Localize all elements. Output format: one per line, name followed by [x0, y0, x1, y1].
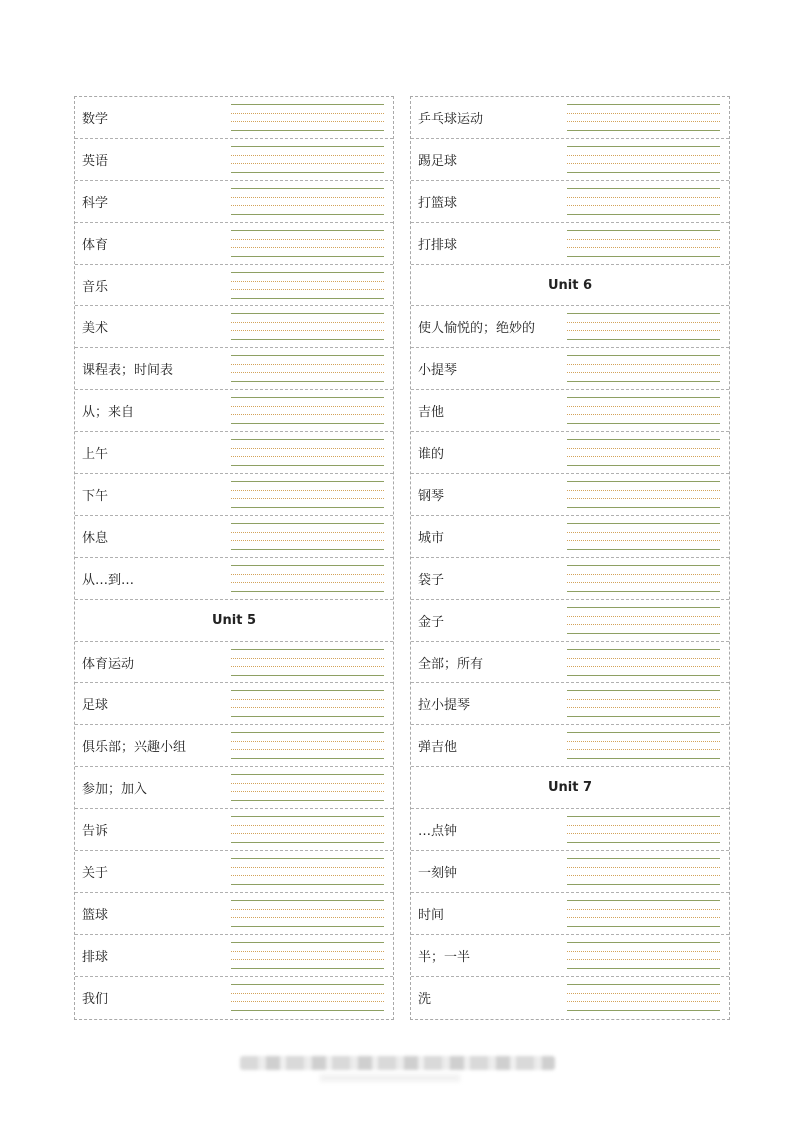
guide-dotted-line: [231, 414, 384, 415]
guide-dotted-line: [231, 582, 384, 583]
guide-line: [567, 633, 720, 634]
guide-dotted-line: [231, 490, 384, 491]
vocab-meaning: 谁的: [418, 447, 445, 463]
guide-dotted-line: [567, 867, 720, 868]
guide-dotted-line: [567, 909, 720, 910]
guide-dotted-line: [567, 749, 720, 750]
vocab-row: [75, 851, 393, 893]
guide-line: [231, 256, 384, 257]
guide-line: [567, 381, 720, 382]
guide-line: [567, 146, 720, 147]
guide-dotted-line: [567, 1001, 720, 1002]
guide-line: [567, 355, 720, 356]
guide-dotted-line: [567, 456, 720, 457]
guide-dotted-line: [567, 540, 720, 541]
guide-line: [231, 716, 384, 717]
guide-line: [231, 230, 384, 231]
guide-dotted-line: [567, 121, 720, 122]
guide-dotted-line: [231, 540, 384, 541]
guide-line: [231, 591, 384, 592]
guide-dotted-line: [231, 574, 384, 575]
writing-lines[interactable]: [567, 104, 720, 130]
writing-lines[interactable]: [567, 984, 720, 1010]
writing-lines[interactable]: [567, 649, 720, 675]
guide-dotted-line: [567, 155, 720, 156]
guide-dotted-line: [231, 498, 384, 499]
vocab-row: [75, 432, 393, 474]
guide-line: [567, 214, 720, 215]
vocab-row: [411, 642, 729, 684]
vocab-meaning: 音乐: [82, 279, 109, 295]
guide-dotted-line: [231, 658, 384, 659]
guide-line: [231, 507, 384, 508]
vocab-meaning: 告诉: [82, 824, 109, 840]
guide-line: [231, 800, 384, 801]
guide-dotted-line: [567, 666, 720, 667]
vocab-row: [75, 97, 393, 139]
guide-line: [567, 339, 720, 340]
writing-lines[interactable]: [567, 397, 720, 423]
vocab-row: [75, 642, 393, 684]
vocab-row: [75, 474, 393, 516]
vocab-row: [75, 390, 393, 432]
vocab-meaning: 我们: [82, 992, 109, 1008]
guide-line: [567, 607, 720, 608]
vocab-meaning: 使人愉悦的；绝妙的: [418, 321, 536, 337]
guide-dotted-line: [231, 121, 384, 122]
vocab-row: [411, 809, 729, 851]
guide-dotted-line: [567, 113, 720, 114]
vocab-row: [411, 516, 729, 558]
writing-lines[interactable]: [231, 774, 384, 800]
guide-line: [567, 675, 720, 676]
guide-line: [231, 816, 384, 817]
vocab-meaning: 参加；加入: [82, 782, 148, 798]
guide-line: [231, 842, 384, 843]
writing-lines[interactable]: [231, 816, 384, 842]
guide-line: [567, 816, 720, 817]
guide-line: [231, 214, 384, 215]
guide-line: [231, 1010, 384, 1011]
guide-dotted-line: [567, 658, 720, 659]
guide-line: [567, 968, 720, 969]
writing-lines[interactable]: [567, 565, 720, 591]
guide-line: [567, 230, 720, 231]
writing-lines[interactable]: [231, 858, 384, 884]
guide-dotted-line: [567, 322, 720, 323]
vocab-row: [75, 725, 393, 767]
guide-dotted-line: [231, 532, 384, 533]
vocab-meaning: 科学: [82, 195, 109, 211]
guide-line: [231, 146, 384, 147]
guide-dotted-line: [567, 825, 720, 826]
vocab-row: [75, 223, 393, 265]
vocab-meaning: 下午: [82, 488, 109, 504]
guide-line: [567, 256, 720, 257]
vocab-row: [75, 558, 393, 600]
guide-dotted-line: [567, 707, 720, 708]
guide-dotted-line: [231, 909, 384, 910]
guide-line: [567, 523, 720, 524]
writing-lines[interactable]: [567, 146, 720, 172]
guide-dotted-line: [567, 163, 720, 164]
guide-dotted-line: [567, 624, 720, 625]
vocab-meaning: 数学: [82, 111, 109, 127]
guide-line: [231, 523, 384, 524]
guide-dotted-line: [231, 456, 384, 457]
guide-line: [567, 397, 720, 398]
guide-dotted-line: [231, 741, 384, 742]
guide-dotted-line: [567, 414, 720, 415]
writing-lines[interactable]: [567, 816, 720, 842]
guide-line: [567, 842, 720, 843]
guide-dotted-line: [567, 197, 720, 198]
writing-lines[interactable]: [231, 523, 384, 549]
vocab-row: [411, 893, 729, 935]
writing-lines[interactable]: [231, 481, 384, 507]
guide-dotted-line: [231, 197, 384, 198]
writing-lines[interactable]: [567, 313, 720, 339]
vocab-meaning: 小提琴: [418, 363, 458, 379]
writing-lines[interactable]: [231, 565, 384, 591]
writing-lines[interactable]: [231, 230, 384, 256]
guide-line: [567, 439, 720, 440]
guide-line: [231, 884, 384, 885]
guide-line: [567, 1010, 720, 1011]
vocab-row: [411, 725, 729, 767]
guide-dotted-line: [231, 406, 384, 407]
guide-line: [567, 858, 720, 859]
guide-dotted-line: [231, 322, 384, 323]
right-vocab-column: [410, 96, 730, 1020]
guide-line: [231, 926, 384, 927]
guide-line: [231, 298, 384, 299]
writing-lines[interactable]: [231, 900, 384, 926]
guide-dotted-line: [231, 163, 384, 164]
vocab-meaning: 从；来自: [82, 405, 135, 421]
guide-line: [231, 968, 384, 969]
guide-line: [567, 591, 720, 592]
vocab-row: [411, 97, 729, 139]
left-vocab-column: [74, 96, 394, 1020]
vocab-row: [411, 306, 729, 348]
writing-lines[interactable]: [231, 397, 384, 423]
writing-lines[interactable]: [567, 188, 720, 214]
guide-dotted-line: [567, 741, 720, 742]
guide-line: [231, 423, 384, 424]
vocab-meaning: 拉小提琴: [418, 698, 471, 714]
guide-dotted-line: [231, 749, 384, 750]
guide-line: [567, 104, 720, 105]
guide-dotted-line: [231, 825, 384, 826]
writing-lines[interactable]: [567, 607, 720, 633]
vocab-meaning: 金子: [418, 614, 445, 630]
guide-dotted-line: [231, 917, 384, 918]
vocab-meaning: 俱乐部；兴趣小组: [82, 740, 187, 756]
guide-line: [231, 465, 384, 466]
guide-dotted-line: [567, 582, 720, 583]
vocab-meaning: 吉他: [418, 405, 445, 421]
vocab-meaning: 洗: [418, 992, 432, 1008]
unit-heading: Unit 7: [547, 780, 593, 796]
guide-line: [567, 188, 720, 189]
guide-dotted-line: [231, 867, 384, 868]
guide-dotted-line: [231, 281, 384, 282]
vocab-meaning: 体育: [82, 237, 109, 253]
guide-dotted-line: [231, 113, 384, 114]
vocab-meaning: 关于: [82, 865, 109, 881]
guide-line: [567, 313, 720, 314]
vocab-meaning: 时间: [418, 907, 445, 923]
guide-dotted-line: [231, 791, 384, 792]
guide-line: [567, 884, 720, 885]
vocab-meaning: 课程表；时间表: [82, 363, 174, 379]
guide-line: [231, 649, 384, 650]
unit-heading: Unit 5: [211, 612, 257, 628]
guide-line: [567, 130, 720, 131]
guide-dotted-line: [567, 574, 720, 575]
vocab-meaning: 乒乓球运动: [418, 111, 484, 127]
writing-lines[interactable]: [567, 858, 720, 884]
vocab-meaning: 体育运动: [82, 656, 135, 672]
vocab-row: [411, 977, 729, 1019]
vocab-row: [411, 432, 729, 474]
writing-lines[interactable]: [231, 188, 384, 214]
guide-line: [231, 355, 384, 356]
vocab-row: [411, 139, 729, 181]
writing-lines[interactable]: [567, 481, 720, 507]
writing-lines[interactable]: [231, 732, 384, 758]
guide-dotted-line: [567, 330, 720, 331]
writing-lines[interactable]: [567, 355, 720, 381]
guide-line: [231, 690, 384, 691]
vocab-row: [75, 139, 393, 181]
writing-lines[interactable]: [567, 523, 720, 549]
guide-dotted-line: [231, 1001, 384, 1002]
guide-line: [567, 732, 720, 733]
guide-dotted-line: [567, 448, 720, 449]
guide-line: [231, 272, 384, 273]
guide-dotted-line: [567, 875, 720, 876]
guide-line: [231, 858, 384, 859]
guide-line: [231, 900, 384, 901]
guide-dotted-line: [567, 372, 720, 373]
guide-line: [567, 549, 720, 550]
writing-lines[interactable]: [567, 690, 720, 716]
writing-lines[interactable]: [231, 104, 384, 130]
vocab-meaning: 美术: [82, 321, 109, 337]
vocab-row: [75, 683, 393, 725]
vocab-meaning: 一刻钟: [418, 865, 458, 881]
guide-dotted-line: [231, 364, 384, 365]
writing-lines[interactable]: [567, 732, 720, 758]
blurred-footer-watermark-2: [320, 1074, 460, 1082]
guide-dotted-line: [567, 490, 720, 491]
guide-dotted-line: [231, 707, 384, 708]
vocab-meaning: 半；一半: [418, 949, 471, 965]
guide-dotted-line: [231, 699, 384, 700]
vocab-row: [411, 683, 729, 725]
vocab-meaning: 踢足球: [418, 153, 458, 169]
guide-dotted-line: [231, 205, 384, 206]
vocab-meaning: 弹吉他: [418, 740, 458, 756]
vocab-meaning: …点钟: [418, 824, 458, 840]
guide-dotted-line: [231, 783, 384, 784]
guide-line: [231, 397, 384, 398]
vocab-row: [411, 935, 729, 977]
writing-lines[interactable]: [231, 146, 384, 172]
vocab-row: [75, 809, 393, 851]
vocab-row: [75, 893, 393, 935]
unit-heading-row: [411, 265, 729, 307]
unit-heading-row: [411, 767, 729, 809]
guide-dotted-line: [231, 833, 384, 834]
guide-line: [231, 565, 384, 566]
guide-line: [567, 172, 720, 173]
writing-lines[interactable]: [231, 690, 384, 716]
guide-line: [231, 313, 384, 314]
vocab-row: [75, 767, 393, 809]
guide-dotted-line: [231, 239, 384, 240]
vocab-meaning: 从…到…: [82, 572, 135, 588]
guide-dotted-line: [231, 666, 384, 667]
blurred-footer-watermark: [240, 1056, 555, 1070]
vocab-row: [411, 348, 729, 390]
guide-dotted-line: [567, 616, 720, 617]
writing-lines[interactable]: [567, 439, 720, 465]
guide-dotted-line: [231, 875, 384, 876]
writing-lines[interactable]: [231, 984, 384, 1010]
vocab-meaning: 排球: [82, 949, 109, 965]
vocab-row: [75, 181, 393, 223]
vocab-meaning: 城市: [418, 530, 445, 546]
guide-line: [231, 758, 384, 759]
guide-dotted-line: [231, 155, 384, 156]
guide-dotted-line: [231, 289, 384, 290]
vocab-meaning: 休息: [82, 530, 109, 546]
guide-dotted-line: [231, 959, 384, 960]
guide-dotted-line: [567, 993, 720, 994]
guide-line: [231, 675, 384, 676]
guide-line: [567, 465, 720, 466]
writing-lines[interactable]: [231, 355, 384, 381]
writing-lines[interactable]: [231, 313, 384, 339]
writing-lines[interactable]: [231, 272, 384, 298]
guide-line: [231, 172, 384, 173]
guide-dotted-line: [231, 372, 384, 373]
guide-line: [567, 481, 720, 482]
guide-dotted-line: [567, 917, 720, 918]
vocab-row: [411, 600, 729, 642]
guide-line: [567, 758, 720, 759]
vocab-row: [75, 265, 393, 307]
guide-line: [231, 984, 384, 985]
guide-line: [231, 774, 384, 775]
writing-lines[interactable]: [231, 942, 384, 968]
guide-dotted-line: [567, 699, 720, 700]
vocab-row: [411, 851, 729, 893]
guide-dotted-line: [567, 498, 720, 499]
writing-lines[interactable]: [567, 900, 720, 926]
vocab-meaning: 英语: [82, 153, 109, 169]
guide-dotted-line: [567, 247, 720, 248]
vocab-row: [75, 935, 393, 977]
vocab-meaning: 钢琴: [418, 488, 445, 504]
guide-line: [231, 481, 384, 482]
vocab-row: [75, 977, 393, 1019]
vocab-row: [411, 390, 729, 432]
guide-line: [231, 339, 384, 340]
guide-line: [231, 130, 384, 131]
vocab-row: [411, 181, 729, 223]
vocab-meaning: 足球: [82, 698, 109, 714]
guide-dotted-line: [567, 406, 720, 407]
vocab-row: [411, 474, 729, 516]
guide-line: [567, 900, 720, 901]
vocab-meaning: 上午: [82, 447, 109, 463]
guide-dotted-line: [231, 448, 384, 449]
guide-line: [231, 942, 384, 943]
writing-lines[interactable]: [231, 649, 384, 675]
guide-line: [567, 507, 720, 508]
guide-line: [231, 188, 384, 189]
guide-dotted-line: [567, 833, 720, 834]
guide-dotted-line: [567, 239, 720, 240]
guide-line: [567, 565, 720, 566]
vocab-row: [411, 223, 729, 265]
guide-line: [567, 942, 720, 943]
guide-line: [567, 926, 720, 927]
guide-dotted-line: [567, 364, 720, 365]
vocab-meaning: 打排球: [418, 237, 458, 253]
guide-line: [567, 690, 720, 691]
vocab-meaning: 全部；所有: [418, 656, 484, 672]
guide-line: [567, 649, 720, 650]
guide-line: [231, 381, 384, 382]
writing-lines[interactable]: [567, 942, 720, 968]
writing-lines[interactable]: [567, 230, 720, 256]
guide-line: [567, 716, 720, 717]
guide-line: [231, 104, 384, 105]
vocab-row: [75, 306, 393, 348]
guide-dotted-line: [567, 532, 720, 533]
guide-dotted-line: [567, 951, 720, 952]
unit-heading-row: [75, 600, 393, 642]
guide-dotted-line: [231, 330, 384, 331]
guide-dotted-line: [231, 951, 384, 952]
guide-dotted-line: [231, 247, 384, 248]
vocab-row: [75, 516, 393, 558]
vocab-meaning: 袋子: [418, 572, 445, 588]
vocab-row: [411, 558, 729, 600]
guide-dotted-line: [567, 959, 720, 960]
guide-line: [231, 439, 384, 440]
guide-dotted-line: [231, 993, 384, 994]
writing-lines[interactable]: [231, 439, 384, 465]
guide-line: [567, 423, 720, 424]
guide-line: [567, 984, 720, 985]
guide-line: [231, 549, 384, 550]
guide-dotted-line: [567, 205, 720, 206]
guide-line: [231, 732, 384, 733]
vocab-row: [75, 348, 393, 390]
vocab-meaning: 篮球: [82, 907, 109, 923]
unit-heading: Unit 6: [547, 277, 593, 293]
vocab-meaning: 打篮球: [418, 195, 458, 211]
